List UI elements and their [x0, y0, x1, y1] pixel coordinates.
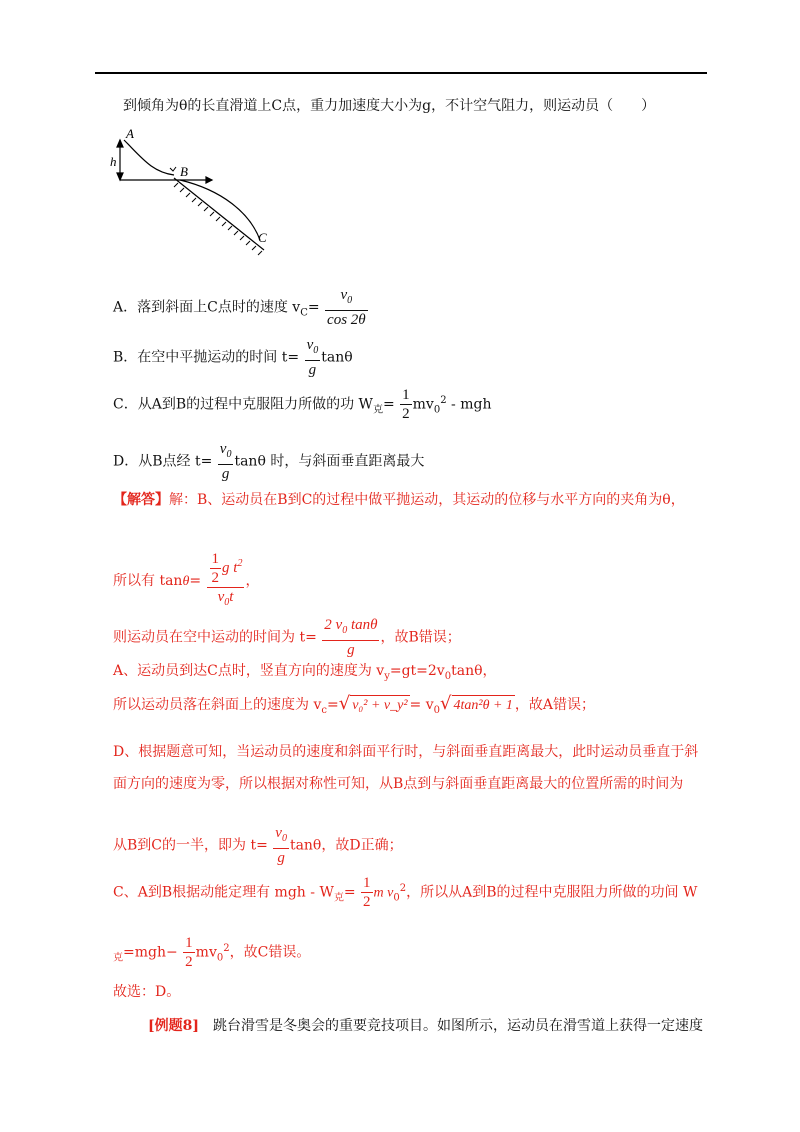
answer-line-5: 所以运动员落在斜面上的速度为 $v_c=√$ v₀² + v_y² = $v_0√$ 4tan²θ + 1 ，故A错误； — [113, 693, 596, 716]
label-a: A — [126, 126, 134, 141]
label-b: B — [180, 164, 188, 179]
skier-icon — [170, 167, 176, 171]
answer-line-10: $_克$=mgh− $\frac{1}{2}$ $mv_0^2$，故C错误。 — [113, 935, 311, 970]
label-h: h — [110, 154, 117, 169]
example-8: [例题8] 跳台滑雪是冬奥会的重要竞技项目。如图所示，运动员在滑雪道上获得一定速度 — [148, 1018, 703, 1034]
answer-line-1: 【解答】解：B、运动员在B到C的过程中做平抛运动，其运动的位移与水平方向的夹角为θ， — [113, 492, 685, 508]
ski-slope-figure — [112, 128, 287, 263]
answer-line-7: 面方向的速度为零，所以根据对称性可知，从B点到与斜面垂直距离最大的位置所需的时间为 — [113, 776, 684, 792]
answer-line-3: 则运动员在空中运动的时间为 t= $\frac{2 v_0 \tan\theta}{g}$ ，故B错误； — [113, 617, 461, 658]
answer-line-6: D、根据题意可知，当运动员的速度和斜面平行时，与斜面垂直距离最大，此时运动员垂直于斜 — [113, 744, 699, 760]
option-c: C．从A到B的过程中克服阻力所做的功 $W_克=$ $\frac{1}{2}$ $mv_0^2$ - mgh — [113, 387, 492, 422]
answer-line-9: C、A到B根据动能定理有 mgh - $W_克=$ $\frac{1}{2}$ m $v_0^2$，所以从A到B的过程中克服阻力所做的功间 W — [113, 875, 698, 910]
answer-line-2: 所以有 tanθ= $\frac{1}{2}$ g $t^2$ $v_0t$ ， — [113, 551, 260, 608]
option-a: A．落到斜面上C点时的速度 $v_C=$ $\frac{v_0}{\cos 2\theta}$ — [113, 287, 366, 328]
answer-conclusion: 故选：D。 — [113, 984, 181, 1000]
option-b: B．在空中平抛运动的时间 t= $\frac{v_0}{g}$ tanθ — [113, 337, 353, 378]
question-intro: 到倾角为θ的长直滑道上C点，重力加速度大小为g，不计空气阻力，则运动员（ ） — [123, 98, 656, 114]
answer-line-4: A、运动员到达C点时，竖直方向的速度为 $v_y=gt=2v_0\tan\theta$， — [113, 663, 497, 682]
label-c: C — [258, 230, 267, 245]
option-d: D．从B点经 t= $\frac{v_0}{g}$ tanθ 时，与斜面垂直距离最大 — [113, 441, 425, 482]
answer-line-8: 从B到C的一半，即为 t= $\frac{v_0}{g}$ tanθ，故D正确； — [113, 825, 403, 866]
header-rule — [95, 72, 707, 74]
